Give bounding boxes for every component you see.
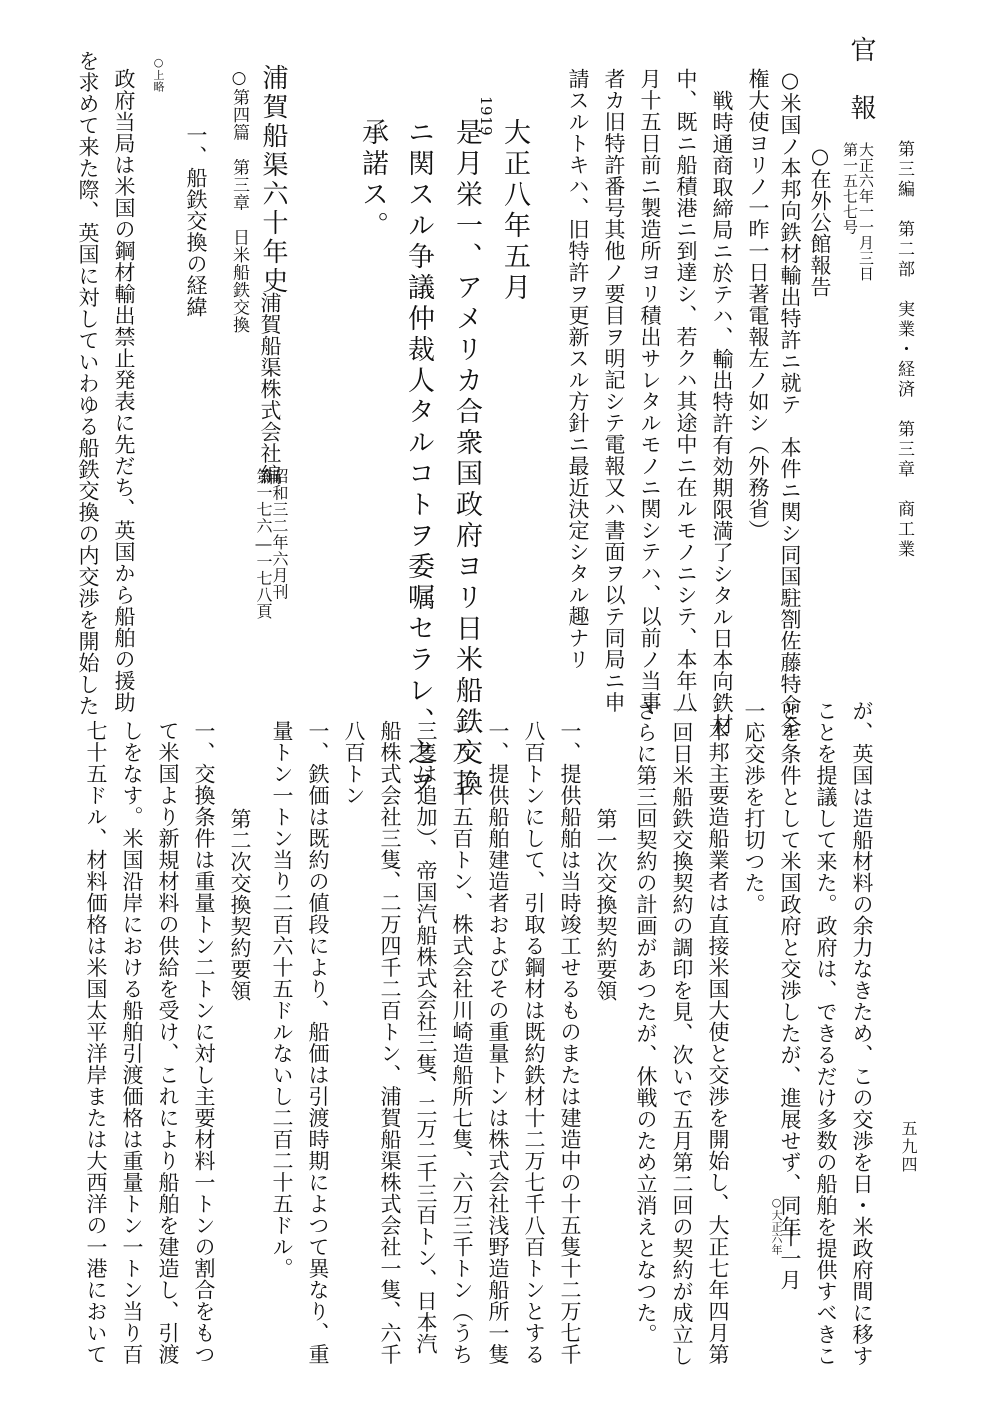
book-pages: 第一七六―一七八頁 [254, 468, 273, 620]
contract-line: 一万一千五百トン、株式会社川崎造船所七隻、六万三千トン（うち [450, 720, 474, 1365]
gazette-line: 月十五日前ニ製造所ヨリ積出サレタルモノニ関シテハ、以前ノ当事 [638, 68, 662, 713]
book-published-date: 昭和三二年六月刊 [270, 468, 289, 600]
book-text-line: を求めて来た際、英国に対していわゆる船鉄交換の内交渉を開始した [76, 50, 100, 717]
gazette-line: 権大使ヨリノ一昨一日著電報左ノ如シ（外務省） [746, 68, 770, 541]
book-text-line: ことを提議して来た。政府は、できるだけ多数の船舶を提供すべきこ [814, 700, 838, 1367]
annotation: ○大正六年 [770, 1196, 783, 1256]
page-number: 五九四 [899, 1120, 918, 1174]
contract-line: 一、提供船舶は当時竣工せるものまたは建造中の十五隻十二万七千 [558, 720, 582, 1365]
first-contract-heading: 第一次交換契約要領 [594, 808, 618, 1002]
book-title: 浦賀船渠六十年史 [258, 64, 288, 296]
contract-line: 量トン一トン当り二百六十五ドルないし二百二十五ドル。 [270, 720, 294, 1279]
contract-line: 八百トンにして、引取る鋼材は既約鉄材十二万七千八百トンとする [522, 720, 546, 1365]
gazette-line: 請スルトキハ、旧特許ヲ更新スル方針ニ最近決定シタル趣ナリ [566, 68, 590, 670]
book-text-line-end: 十一月 [778, 1226, 802, 1291]
contract-line: 一、交換条件は重量トン二トンに対し主要材料一トンの割合をもつ [192, 720, 216, 1365]
gazette-line: ○米国ノ本邦向鉄材輸出特許ニ就テ 本件ニ関シ同国駐劄佐藤特命全 [778, 68, 802, 738]
book-text-line: さらに第三回契約の計画があつたが、休戦のため立消えとなつた。 [634, 700, 658, 1345]
book-publisher: 浦賀船渠株式会社編 [258, 292, 282, 486]
second-contract-heading: 第二次交換契約要領 [228, 808, 252, 1002]
entry-line: ニ関スル争議仲裁人タルコトヲ委嘱セラレ、之ヲ [403, 118, 434, 800]
gazette-issue-number: 第一五七七号 [841, 142, 859, 235]
contract-line: 七十五ドル、材料価格は米国太平洋岸または大西洋の一港において [84, 720, 108, 1365]
chapter-heading: ○第四篇 第三章 日米船鉄交換 [229, 68, 249, 334]
gazette-section-heading: ○在外公館報告 [808, 144, 832, 298]
year-label: 1919 [477, 96, 495, 137]
omission-mark: ○上略 [152, 56, 165, 93]
book-text-line: が、英国は造船材料の余力なきため、この交渉を日・米政府間に移す [850, 700, 874, 1367]
entry-line: 是月栄一、アメリカ合衆国政府ヨリ日米船鉄交換 [451, 118, 482, 800]
contract-line: 船株式会社三隻、二万四千二百トン、浦賀船渠株式会社一隻、六千 [378, 720, 402, 1365]
gazette-line: 者カ旧特許番号其他ノ要目ヲ明記シテ電報又ハ書面ヲ以テ同局ニ申 [602, 68, 626, 713]
book-text-line: 一回日米船鉄交換契約の調印を見、次いで五月第二回の契約が成立し [670, 700, 694, 1367]
section-heading: 一、船鉄交換の経緯 [184, 124, 208, 318]
contract-line: 一、提供船舶建造者およびその重量トンは株式会社浅野造船所一隻 [486, 720, 510, 1365]
gazette-title: 官 報 [846, 36, 876, 123]
contract-line: 八百トン [342, 720, 366, 806]
gazette-issue-date: 大正六年一一月三日 [857, 142, 875, 282]
contract-line: しをなす。米国沿岸における船舶引渡価格は重量トン一トン当り百 [120, 720, 144, 1365]
gazette-line: 中、既ニ船積港ニ到達シ、若クハ其途中ニ在ルモノニシテ、本年八 [674, 68, 698, 713]
entry-line: 承諾ス。 [357, 118, 388, 242]
book-text-line: とを条件として米国政府と交渉したが、進展せず、同年 [778, 700, 802, 1238]
running-header: 第三編 第二部 実業・経済 第三章 商工業 [894, 140, 914, 560]
book-text-line: 政府当局は米国の鋼材輸出禁止発表に先だち、英国から船舶の援助 [112, 68, 136, 713]
contract-line: 一、鉄価は既約の値段により、船価は引渡時期によつて異なり、重 [306, 720, 330, 1365]
contract-line: 三隻は追加）、帝国汽船株式会社三隻、二万二千三百トン、日本汽 [414, 720, 438, 1355]
contract-line: て米国より新規材料の供給を受け、これにより船舶を建造し、引渡 [156, 720, 180, 1365]
entry-date: 大正八年五月 [499, 118, 530, 304]
book-text-line: 一応交渉を打切つた。 [742, 700, 766, 915]
book-text-line: 本邦主要造船業者は直接米国大使と交渉を開始し、大正七年四月第 [706, 720, 730, 1365]
gazette-line: 戦時通商取締局ニ於テハ、輸出特許有効期限満了シタル日本向鉄材 [710, 90, 734, 735]
